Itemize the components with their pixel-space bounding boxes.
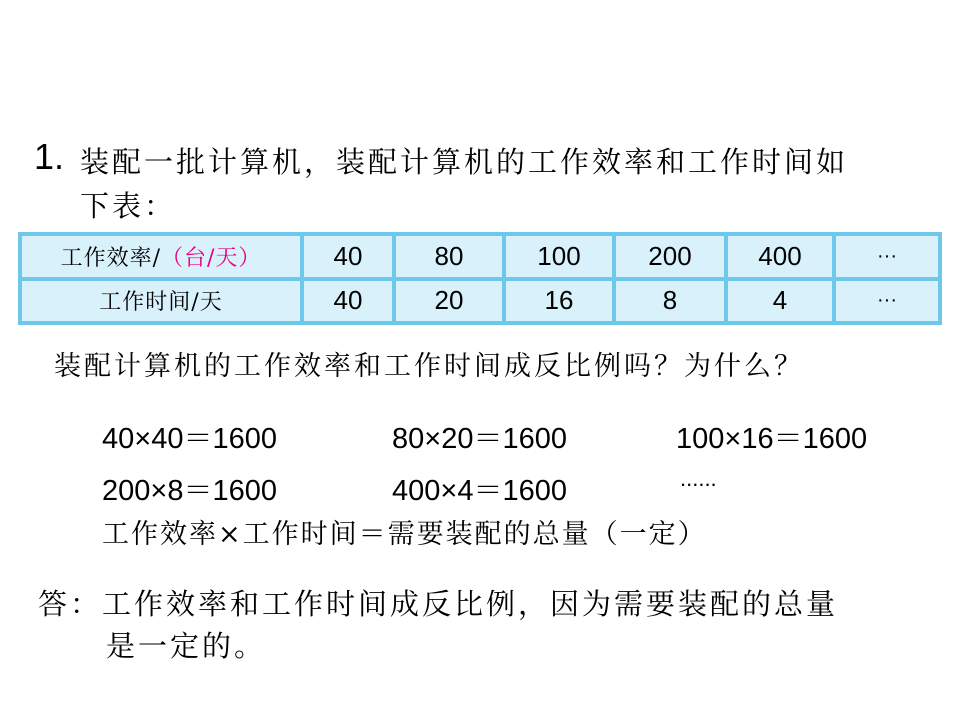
table-cell: 8 [614,279,726,324]
table-cell: 100 [504,234,614,279]
table-row-time [20,279,940,324]
calculation: 40×40＝1600 [102,423,277,455]
sub-question: 装配计算机的工作效率和工作时间成反比例吗？为什么？ [54,351,804,382]
calculation: 400×4＝1600 [392,475,567,507]
table-cell-ellipsis: ··· [834,234,940,279]
table-cell: 40 [302,279,394,324]
table-cell: 40 [302,234,394,279]
calculation: 80×20＝1600 [392,423,567,455]
answer-line-1: 答：工作效率和工作时间成反比例，因为需要装配的总量 [38,587,839,621]
table-cell: 4 [726,279,834,324]
question-number: 1. [34,136,65,177]
efficiency-label: 工作效率/ [60,245,161,271]
table-cell: 400 [726,234,834,279]
table-cell: 16 [504,279,614,324]
calculation: 200×8＝1600 [102,475,277,507]
table-cell: 200 [614,234,726,279]
question-text-line-1: 装配一批计算机，装配计算机的工作效率和工作时间如 [80,145,849,179]
table-cell-ellipsis: ··· [834,279,940,324]
data-table [18,232,942,325]
table-cell: 20 [394,279,504,324]
table-cell: 80 [394,234,504,279]
efficiency-unit: （台/天） [161,245,262,271]
calculation-ellipsis: ...... [680,466,717,491]
row-header-efficiency [20,234,302,279]
question-text-line-2: 下表： [80,189,177,223]
calculation: 100×16＝1600 [676,423,868,455]
answer-line-2: 是一定的。 [106,629,267,663]
row-header-time: 工作时间/天 [20,279,302,324]
formula: 工作效率×工作时间＝需要装配的总量（一定） [102,519,707,550]
table-row-efficiency [20,234,940,279]
